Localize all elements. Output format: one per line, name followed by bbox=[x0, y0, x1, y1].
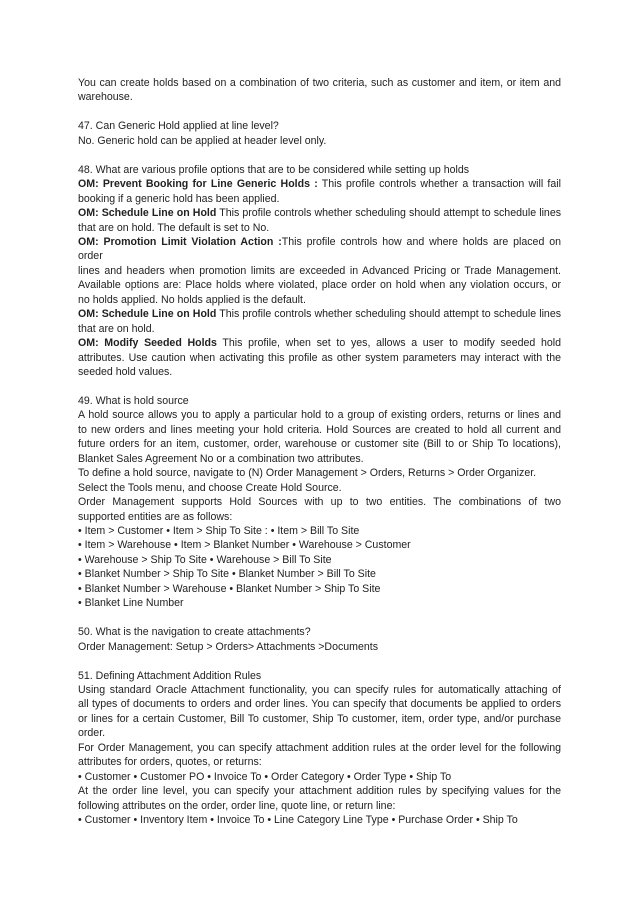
profile-option-line: OM: Schedule Line on Hold This profile controls whether scheduling should attempt to schedule lines bbox=[78, 207, 562, 220]
bullet-line: • Item > Warehouse • Item > Blanket Number • Warehouse > Customer bbox=[78, 539, 411, 552]
bullet-line: • Blanket Number > Ship To Site • Blanket Number > Bill To Site bbox=[78, 568, 376, 581]
profile-option-line: that are on hold. The default is set to No. bbox=[78, 221, 270, 234]
paragraph-line: A hold source allows you to apply a particular hold to a group of existing orders, returns or lines and bbox=[78, 409, 561, 422]
paragraph-line: Select the Tools menu, and choose Create Hold Source. bbox=[78, 481, 342, 494]
bullet-line: • Item > Customer • Item > Ship To Site : • Item > Bill To Site bbox=[78, 525, 360, 537]
profile-option-line: booking if a generic hold has been applied. bbox=[78, 192, 280, 205]
question-47: 47. Can Generic Hold applied at line level? bbox=[78, 120, 279, 133]
paragraph-line: to new orders and lines meeting your hold criteria. Hold Sources are created to hold all current and bbox=[78, 423, 561, 436]
profile-option-line: attributes. Use caution when activating this profile as other system parameters may interact with the bbox=[78, 351, 561, 364]
paragraph-line: following attributes on the order, order line, quote line, or return line: bbox=[78, 799, 396, 812]
profile-option-line: OM: Modify Seeded Holds This profile, when set to yes, allows a user to modify seeded hold bbox=[78, 337, 561, 350]
profile-option-line: that are on hold. bbox=[78, 322, 155, 335]
paragraph-line: For Order Management, you can specify attachment addition rules at the order level for the following bbox=[78, 741, 561, 754]
paragraph-line: all types of documents to orders and order lines. You can specify that documents be applied to orders bbox=[78, 698, 561, 711]
profile-option-name: OM: Prevent Booking for Line Generic Holds : bbox=[78, 178, 318, 191]
bullet-line: • Blanket Line Number bbox=[78, 597, 184, 610]
profile-option-name: OM: Schedule Line on Hold bbox=[78, 308, 217, 321]
question-51: 51. Defining Attachment Addition Rules bbox=[78, 669, 262, 682]
profile-option-line: OM: Prevent Booking for Line Generic Holds : This profile controls whether a transaction will fail bbox=[78, 178, 561, 191]
profile-option-name: OM: Promotion Limit Violation Action : bbox=[78, 235, 282, 248]
paragraph-line: To define a hold source, navigate to (N) Order Management > Orders, Returns > Order Organizer. bbox=[78, 467, 537, 480]
bullet-line: • Blanket Number > Warehouse • Blanket Number > Ship To Site bbox=[78, 582, 381, 595]
profile-option-line: Available options are: Place holds where violated, place order on hold when any violation occurs, or bbox=[78, 279, 561, 292]
answer-47: No. Generic hold can be applied at header level only. bbox=[78, 134, 327, 147]
intro-line: You can create holds based on a combination of two criteria, such as customer and item, or item and bbox=[78, 77, 561, 89]
intro-line: warehouse. bbox=[78, 91, 133, 104]
question-48: 48. What are various profile options that are to be considered while setting up holds bbox=[78, 163, 470, 176]
paragraph-line: Blanket Sales Agreement No or a combination two attributes. bbox=[78, 452, 364, 465]
paragraph-line: Using standard Oracle Attachment functionality, you can specify rules for automatically attaching of bbox=[78, 683, 561, 696]
bullet-line: • Warehouse > Ship To Site • Warehouse > Bill To Site bbox=[78, 553, 332, 566]
paragraph-line: order. bbox=[78, 727, 106, 740]
question-49: 49. What is hold source bbox=[78, 394, 189, 407]
profile-option-name: OM: Modify Seeded Holds bbox=[78, 337, 217, 350]
answer-50: Order Management: Setup > Orders> Attachments >Documents bbox=[78, 640, 379, 653]
paragraph-line: attributes for orders, quotes, or returns: bbox=[78, 756, 262, 769]
profile-option-line: OM: Schedule Line on Hold This profile controls whether scheduling should attempt to schedule lines bbox=[78, 308, 562, 321]
paragraph-line: supported entities are as follows: bbox=[78, 510, 233, 523]
profile-option-line: OM: Promotion Limit Violation Action :This profile controls how and where holds are placed on order bbox=[78, 235, 561, 263]
profile-option-line: seeded hold values. bbox=[78, 366, 173, 379]
bullet-line: • Customer • Customer PO • Invoice To • Order Category • Order Type • Ship To bbox=[78, 770, 452, 783]
profile-option-name: OM: Schedule Line on Hold bbox=[78, 207, 217, 220]
paragraph-line: or lines for a certain Customer, Bill To customer, Ship To customer, item, order type, and/or purchase bbox=[78, 712, 561, 725]
document-body bbox=[78, 76, 561, 827]
bullet-line: • Customer • Inventory Item • Invoice To • Line Category Line Type • Purchase Order • Ship To bbox=[78, 814, 518, 827]
question-50: 50. What is the navigation to create attachments? bbox=[78, 626, 311, 639]
paragraph-line: At the order line level, you can specify your attachment addition rules by specifying values for the bbox=[78, 785, 561, 798]
paragraph-line: Order Management supports Hold Sources with up to two entities. The combinations of two bbox=[78, 496, 561, 509]
paragraph-line: future orders for an item, customer, order, warehouse or customer site (Bill to or Ship To locations), bbox=[78, 438, 561, 451]
profile-option-line: lines and headers when promotion limits are exceeded in Advanced Pricing or Trade Management. bbox=[78, 264, 561, 277]
profile-option-line: no holds applied. No holds applied is the default. bbox=[78, 293, 306, 306]
